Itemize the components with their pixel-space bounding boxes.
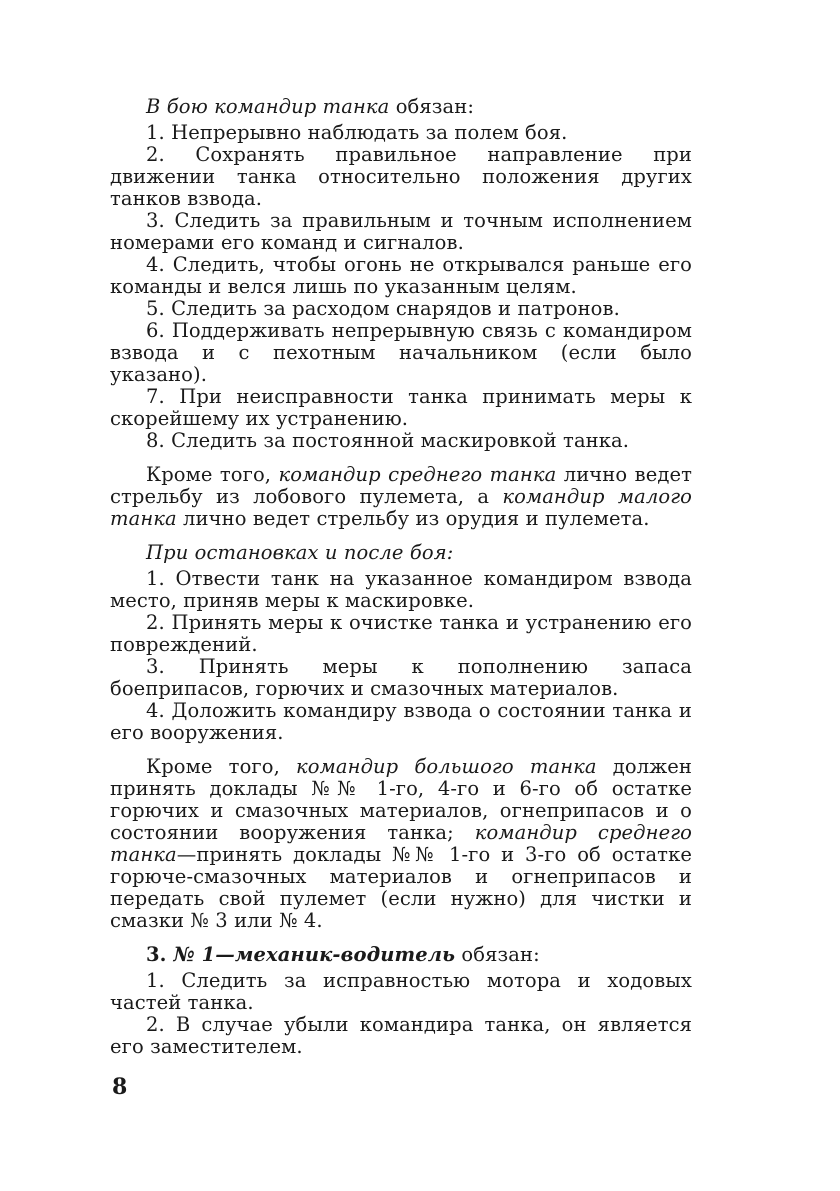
page-body: [110, 96, 692, 1058]
text-run: Кроме того,: [146, 463, 279, 486]
section-heading-in-battle: [110, 96, 692, 118]
list-item: 4. Следить, чтобы огонь не открывался раньше его команды и велся лишь по указанным целям.: [110, 253, 692, 298]
italic-run: командир малого танка: [110, 485, 692, 530]
list-item: 4. Доложить командиру взвода о состоянии танка и его вооружения.: [110, 699, 692, 744]
section-heading-driver: [110, 944, 692, 966]
heading-italic: № 1—механик-водитель: [173, 943, 456, 966]
page-number: 8: [112, 1074, 128, 1100]
italic-run: командир большого танка: [296, 755, 597, 778]
list-item: 5. Следить за расходом снарядов и патронов.: [146, 297, 620, 320]
list-item: 2. Принять меры к очистке танка и устранению его повреждений.: [110, 611, 692, 656]
list-item: 1. Следить за исправностью мотора и ходовых частей танка.: [110, 969, 692, 1014]
heading-rest: обязан:: [389, 95, 474, 118]
text-run: —принять доклады №№ 1-го и 3-го об остатке горюче-смазочных материалов и огнеприпасов и передать свой пулемет (если нужно) для чистки и смазки № 3 или № 4.: [110, 843, 692, 932]
section-heading-after-battle: При остановках и после боя:: [146, 541, 454, 564]
text-run: лично ведет стрельбу из лобового пулемета, а: [110, 463, 692, 508]
heading-rest: обязан:: [455, 943, 540, 966]
italic-run: командир среднего танка: [278, 463, 557, 486]
section-number: 3.: [146, 943, 174, 966]
text-run: лично ведет стрельбу из орудия и пулемета.: [176, 507, 650, 530]
text-run: должен принять доклады №№ 1-го, 4-го и 6-го об остатке горючих и смазочных материалов, огнеприпасов и о состоянии вооружения танка;: [110, 755, 692, 844]
paragraph-additional-duties-1: [110, 464, 692, 530]
list-item: 6. Поддерживать непрерывную связь с командиром взвода и с пехотным начальником (если было указано).: [110, 319, 692, 386]
list-item: 3. Следить за правильным и точным исполнением номерами его команд и сигналов.: [110, 209, 692, 254]
paragraph-additional-duties-2: [110, 756, 692, 932]
heading-italic: В бою командир танка: [146, 95, 390, 118]
list-item: 1. Непрерывно наблюдать за полем боя.: [146, 121, 568, 144]
list-item: 7. При неисправности танка принимать меры к скорейшему их устранению.: [110, 385, 692, 430]
list-item: 8. Следить за постоянной маскировкой танка.: [146, 429, 630, 452]
text-run: Кроме того,: [146, 755, 297, 778]
italic-run: командир среднего танка: [110, 821, 693, 866]
list-item: 3. Принять меры к пополнению запаса боеприпасов, горючих и смазочных материалов.: [110, 655, 692, 700]
list-item: 2. Сохранять правильное направление при движении танка относительно положения других танков взвода.: [110, 143, 692, 210]
list-item: 2. В случае убыли командира танка, он является его заместителем.: [110, 1013, 692, 1058]
list-item: 1. Отвести танк на указанное командиром взвода место, приняв меры к маскировке.: [110, 567, 692, 612]
